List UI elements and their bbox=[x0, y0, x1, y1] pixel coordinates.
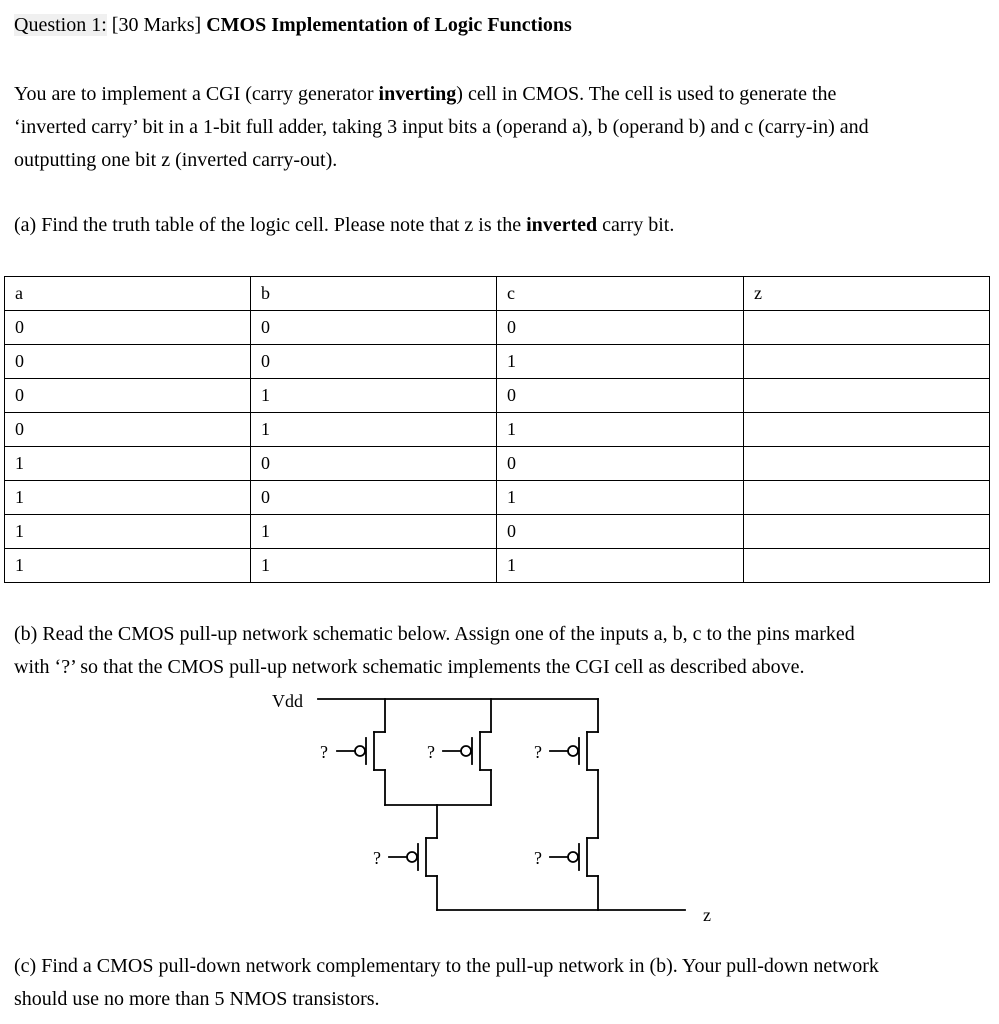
intro-text: You are to implement a CGI (carry generator bbox=[14, 83, 379, 105]
cell-b: 1 bbox=[251, 515, 497, 549]
header-z: z bbox=[744, 277, 990, 311]
cell-z[interactable] bbox=[744, 345, 990, 379]
truth-table-header-row bbox=[5, 277, 990, 311]
part-a-text: carry bit. bbox=[597, 214, 675, 236]
pin-label-4[interactable]: ? bbox=[373, 848, 381, 868]
table-row bbox=[5, 413, 990, 447]
pin-label-5[interactable]: ? bbox=[534, 848, 542, 868]
vdd-label: Vdd bbox=[272, 691, 303, 711]
part-c-line-1: (c) Find a CMOS pull-down network complementary to the pull-up network in (b). Your pull-down network bbox=[14, 955, 879, 977]
cell-b: 0 bbox=[251, 345, 497, 379]
table-row bbox=[5, 549, 990, 583]
cell-c: 1 bbox=[497, 549, 744, 583]
table-row bbox=[5, 515, 990, 549]
question-number: Question 1: bbox=[14, 14, 107, 36]
intro-line-2: ‘inverted carry’ bit in a 1-bit full adder, taking 3 input bits a (operand a), b (operand b) and c (carry-in) and bbox=[14, 116, 869, 138]
table-row bbox=[5, 311, 990, 345]
cell-a: 1 bbox=[5, 481, 251, 515]
question-marks: [30 Marks] bbox=[106, 14, 207, 36]
question-title bbox=[14, 13, 572, 37]
cell-c: 1 bbox=[497, 481, 744, 515]
cell-z[interactable] bbox=[744, 447, 990, 481]
cell-a: 0 bbox=[5, 413, 251, 447]
pmos-transistor-2 bbox=[443, 732, 480, 770]
cell-z[interactable] bbox=[744, 311, 990, 345]
pmos-transistor-3 bbox=[550, 732, 587, 770]
question-heading: CMOS Implementation of Logic Functions bbox=[206, 14, 572, 36]
pmos-transistor-4 bbox=[389, 838, 426, 876]
part-a-emphasis: inverted bbox=[526, 214, 598, 236]
cell-z[interactable] bbox=[744, 379, 990, 413]
table-row bbox=[5, 379, 990, 413]
cell-a: 0 bbox=[5, 379, 251, 413]
intro-text: ) cell in CMOS. The cell is used to generate the bbox=[456, 83, 837, 105]
cell-a: 1 bbox=[5, 549, 251, 583]
intro-line-3: outputting one bit z (inverted carry-out). bbox=[14, 149, 338, 171]
cell-a: 0 bbox=[5, 311, 251, 345]
pin-label-2[interactable]: ? bbox=[427, 742, 435, 762]
cell-b: 1 bbox=[251, 549, 497, 583]
cell-a: 1 bbox=[5, 447, 251, 481]
cell-c: 0 bbox=[497, 379, 744, 413]
header-a: a bbox=[5, 277, 251, 311]
header-c: c bbox=[497, 277, 744, 311]
pmos-transistor-1 bbox=[337, 732, 374, 770]
table-row bbox=[5, 447, 990, 481]
output-z-label: z bbox=[703, 905, 711, 925]
cell-z[interactable] bbox=[744, 413, 990, 447]
header-b: b bbox=[251, 277, 497, 311]
table-row bbox=[5, 481, 990, 515]
cell-c: 0 bbox=[497, 447, 744, 481]
cell-b: 0 bbox=[251, 481, 497, 515]
intro-line-1 bbox=[14, 82, 836, 106]
cell-b: 1 bbox=[251, 379, 497, 413]
cell-c: 1 bbox=[497, 345, 744, 379]
part-b-line-1: (b) Read the CMOS pull-up network schematic below. Assign one of the inputs a, b, c to the pins marked bbox=[14, 623, 855, 645]
table-row bbox=[5, 345, 990, 379]
cell-b: 1 bbox=[251, 413, 497, 447]
cell-c: 1 bbox=[497, 413, 744, 447]
intro-emphasis: inverting bbox=[378, 83, 457, 105]
part-a-text: (a) Find the truth table of the logic cell. Please note that z is the bbox=[14, 214, 527, 236]
cell-c: 0 bbox=[497, 311, 744, 345]
cell-z[interactable] bbox=[744, 515, 990, 549]
pin-label-3[interactable]: ? bbox=[534, 742, 542, 762]
truth-table bbox=[4, 276, 990, 583]
cell-a: 1 bbox=[5, 515, 251, 549]
part-c-line-2: should use no more than 5 NMOS transistors. bbox=[14, 988, 380, 1010]
cell-z[interactable] bbox=[744, 549, 990, 583]
pin-label-1[interactable]: ? bbox=[320, 742, 328, 762]
cell-a: 0 bbox=[5, 345, 251, 379]
cell-b: 0 bbox=[251, 311, 497, 345]
part-b-line-2: with ‘?’ so that the CMOS pull-up network schematic implements the CGI cell as described above. bbox=[14, 656, 805, 678]
cell-b: 0 bbox=[251, 447, 497, 481]
part-a-prompt bbox=[14, 213, 674, 237]
cell-c: 0 bbox=[497, 515, 744, 549]
pull-up-schematic bbox=[0, 680, 999, 930]
pmos-transistor-5 bbox=[550, 838, 587, 876]
cell-z[interactable] bbox=[744, 481, 990, 515]
